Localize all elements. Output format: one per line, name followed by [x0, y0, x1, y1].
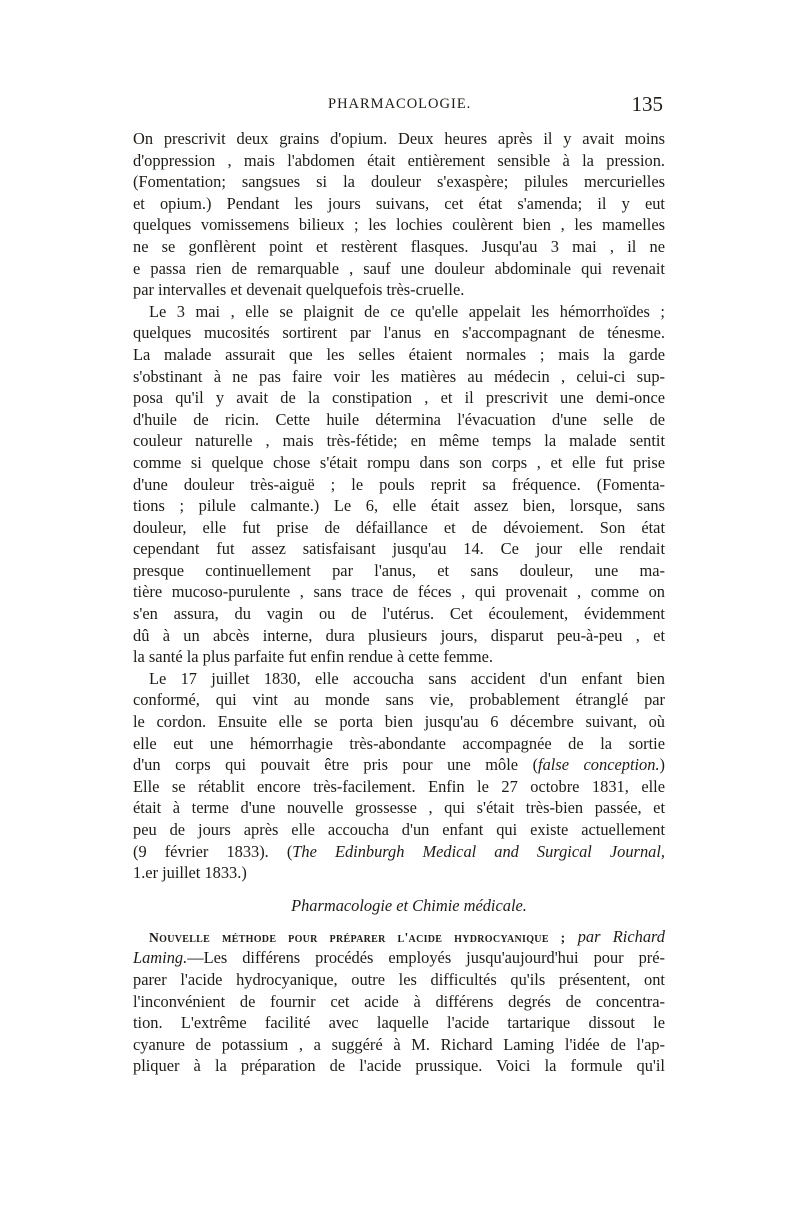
italic-phrase: false conception. [538, 755, 660, 775]
paragraph-3 [133, 668, 665, 884]
text-line: l'inconvénient de fournir cet acide à différens degrés de concentra- [133, 991, 665, 1011]
text-line: d'oppression , mais l'abdomen était entièrement sensible à la pression. [133, 150, 665, 170]
article-heading: Nouvelle méthode pour préparer l'acide hydrocyanique ; [149, 929, 566, 945]
text-line: d'une douleur très-aiguë ; le pouls reprit sa fréquence. (Fomenta- [133, 474, 665, 494]
page-header [133, 92, 663, 120]
text-fragment: —Les différens procédés employés jusqu'aujourd'hui pour pré- [187, 948, 665, 968]
journal-title: The Edinburgh Medical and Surgical Journal, [292, 841, 665, 861]
paragraph-2 [133, 301, 665, 668]
text-line: parer l'acide hydrocyanique, outre les difficultés qu'ils présentent, ont [133, 969, 665, 989]
text-line: et opium.) Pendant les jours suivans, cet état s'amenda; il y eut [133, 193, 665, 213]
text-line: pliquer à la préparation de l'acide prussique. Voici la formule qu'il [133, 1056, 665, 1076]
text-line: conformé, qui vint au monde sans vie, probablement étranglé par [133, 690, 665, 710]
text-line: dû à un abcès interne, dura plusieurs jours, disparut peu-à-peu , et [133, 625, 665, 645]
text-line: (Fomentation; sangsues si la douleur s'exaspère; pilules mercurielles [133, 172, 665, 192]
author-name: Richard [612, 926, 665, 946]
text-line: était à terme d'une nouvelle grossesse , qui s'était très-bien passée, et [133, 798, 665, 818]
text-line: douleur, elle fut prise de défaillance et de dévoiement. Son état [133, 517, 665, 537]
text-line: On prescrivit deux grains d'opium. Deux heures après il y avait moins [133, 129, 665, 148]
text-line-with-italic: d'un corps qui pouvait être pris pour une môle (false conception.) [133, 755, 666, 775]
text-line: tière mucoso-purulente , sans trace de féces , qui provenait , comme on [133, 582, 665, 602]
paragraph-1 [133, 128, 665, 301]
text-line: La malade assurait que les selles étaient normales ; mais la garde [133, 344, 665, 364]
text-line-with-citation: (9 février 1833). (The Edinburgh Medical and Surgical Journal, [133, 841, 665, 861]
text-fragment: (9 février 1833). [133, 841, 269, 861]
text-line: elle eut une hémorrhagie très-abondante accompagnée de la sortie [133, 733, 665, 753]
text-line: Le 17 juillet 1830, elle accoucha sans accident d'un enfant bien [149, 668, 665, 688]
text-line: posa qu'il y avait de la constipation , et il prescrivit une demi-once [133, 388, 665, 408]
text-fragment: d'un corps qui pouvait être pris pour une môle [133, 755, 519, 775]
text-line [133, 947, 665, 969]
article-heading-line [133, 926, 665, 948]
text-line: d'huile de ricin. Cette huile détermina l'évacuation d'une selle de [133, 409, 665, 429]
text-line: s'en assura, du vagin ou de l'utérus. Cet écoulement, évidemment [133, 604, 665, 624]
text-line: comme si quelque chose s'était rompu dans son corps , et elle fut prise [133, 452, 665, 472]
text-line: quelques mucosités sortirent par l'anus en s'accompagnant de ténesme. [133, 323, 665, 343]
text-line: tions ; pilule calmante.) Le 6, elle était assez bien, lorsque, sans [133, 496, 665, 516]
text-line: le cordon. Ensuite elle se porta bien jusqu'au 6 décembre suivant, où [133, 712, 665, 732]
text-line: cyanure de potassium , a suggéré à M. Richard Laming l'idée de l'ap- [133, 1034, 665, 1054]
text-line: ne se gonflèrent point et restèrent flasques. Jusqu'au 3 mai , il ne [133, 236, 665, 256]
text-line: Le 3 mai , elle se plaignit de ce qu'elle appelait les hémorrhoïdes ; [149, 301, 665, 321]
heading-par: par [577, 926, 601, 946]
paragraph-4 [133, 926, 665, 1077]
section-title: Pharmacologie et Chimie médicale. [291, 895, 527, 915]
text-line: cependant fut assez satisfaisant jusqu'au 14. Ce jour elle rendait [133, 539, 665, 559]
text-line: presque continuellement par l'anus, et sans douleur, une ma- [133, 560, 665, 580]
page-body [133, 128, 665, 1077]
text-line: Elle se rétablit encore très-facilement. Enfin le 27 octobre 1831, elle [133, 776, 665, 796]
page-number: 135 [631, 92, 663, 116]
text-line: s'obstinant à ne pas faire voir les matières au médecin , celui-ci sup- [133, 366, 665, 386]
text-line: couleur naturelle , mais très-fétide; en même temps la malade sentit [133, 431, 665, 451]
text-line: e passa rien de remarquable , sauf une douleur abdominale qui revenait [133, 258, 665, 278]
author-name-cont: Laming. [133, 948, 188, 968]
journal-date: 1.er juillet 1833. [133, 863, 242, 883]
text-line: peu de jours après elle accoucha d'un enfant qui existe actuellement [133, 820, 665, 839]
text-line: quelques vomissemens bilieux ; les lochies coulèrent bien , les mamelles [133, 215, 665, 235]
text-line: tion. L'extrême facilité avec laquelle l'acide tartarique dissout le [133, 1013, 665, 1033]
text-line: 1.er juillet 1833.) [133, 863, 247, 883]
text-line: par intervalles et devenait quelquefois très-cruelle. [133, 280, 465, 300]
running-head: PHARMACOLOGIE. [328, 96, 472, 112]
text-line: la santé la plus parfaite fut enfin rendue à cette femme. [133, 647, 493, 667]
